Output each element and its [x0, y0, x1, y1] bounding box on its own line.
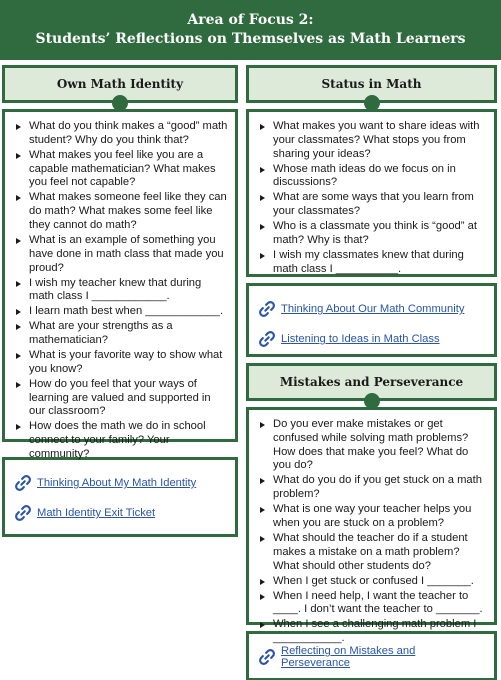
own-math-identity-column	[2, 65, 238, 537]
resource-link[interactable]	[257, 294, 486, 324]
own-math-identity-header	[2, 65, 238, 103]
connector-dot	[364, 95, 380, 111]
chain-link-icon	[13, 503, 33, 523]
question-item: What makes you feel like you are a capable mathematician? What makes you feel not capable?	[13, 149, 229, 190]
own-math-identity-links	[2, 457, 238, 537]
banner-title-line2: Students’ Reflections on Themselves as Math Learners	[35, 31, 466, 47]
own-math-identity-title: Own Math Identity	[56, 77, 184, 91]
mistakes-and-perseverance-title: Mistakes and Perseverance	[279, 375, 464, 389]
question-item: What is an example of something you have done in math class that made you proud?	[13, 234, 229, 275]
question-item: Whose math ideas do we focus on in discussions?	[257, 163, 488, 191]
question-item: What are your strengths as a mathematician?	[13, 320, 229, 348]
question-item: I wish my classmates knew that during math class I __________.	[257, 249, 488, 277]
question-item: Do you ever make mistakes or get confused while solving math problems? How does that make you feel? What do you do?	[257, 418, 488, 473]
question-list	[257, 418, 488, 646]
resource-link[interactable]	[13, 498, 227, 528]
mistakes-and-perseverance-questions	[246, 407, 497, 645]
resource-link[interactable]	[257, 324, 486, 354]
own-math-identity-questions	[2, 109, 238, 461]
chain-link-icon	[13, 473, 33, 493]
status-in-math-questions	[246, 109, 497, 277]
question-item: When I get stuck or confused I _______.	[257, 575, 488, 589]
question-item: When I see a challenging math problem I ___________.	[257, 618, 488, 646]
question-list	[13, 120, 229, 462]
question-list	[257, 120, 488, 277]
question-item: Who is a classmate you think is “good” at math? Why is that?	[257, 220, 488, 248]
question-item: I wish my teacher knew that during math class I ____________.	[13, 277, 229, 305]
banner-title-line1: Area of Focus 2:	[187, 12, 314, 28]
connector-dot	[112, 95, 128, 111]
link-math-identity-exit-ticket[interactable]: Math Identity Exit Ticket	[37, 507, 156, 519]
link-thinking-about-my-math-identity[interactable]: Thinking About My Math Identity	[37, 477, 197, 489]
mistakes-and-perseverance-header	[246, 363, 497, 401]
resource-link[interactable]	[257, 642, 486, 672]
connector-dot	[364, 393, 380, 409]
status-in-math-title: Status in Math	[321, 77, 422, 91]
status-in-math-header	[246, 65, 497, 103]
right-column	[246, 65, 497, 680]
question-item: What do you do if you get stuck on a math problem?	[257, 474, 488, 502]
question-item: When I need help, I want the teacher to ____. I don’t want the teacher to _______.	[257, 590, 488, 618]
question-item: What is one way your teacher helps you when you are stuck on a problem?	[257, 503, 488, 531]
question-item: What is your favorite way to show what you know?	[13, 349, 229, 377]
chain-link-icon	[257, 647, 277, 667]
question-item: What makes you want to share ideas with your classmates? What stops you from sharing your ideas?	[257, 120, 488, 161]
link-thinking-about-our-math-community[interactable]: Thinking About Our Math Community	[281, 303, 465, 315]
area-of-focus-banner	[0, 0, 501, 60]
link-listening-to-ideas-in-math-class[interactable]: Listening to Ideas in Math Class	[281, 333, 440, 345]
question-item: What should the teacher do if a student makes a mistake on a math problem? What should other students do?	[257, 532, 488, 573]
chain-link-icon	[257, 299, 277, 319]
resource-link[interactable]	[13, 468, 227, 498]
question-item: How do you feel that your ways of learning are valued and supported in our classroom?	[13, 378, 229, 419]
chain-link-icon	[257, 329, 277, 349]
link-reflecting-on-mistakes-and-perseverance[interactable]: Reflecting on Mistakes and Perseverance	[281, 645, 416, 669]
question-item: I learn math best when ____________.	[13, 305, 229, 319]
status-in-math-links	[246, 283, 497, 357]
question-item: What do you think makes a “good” math student? Why do you think that?	[13, 120, 229, 148]
question-item: How does the math we do in school connect to your family? Your community?	[13, 420, 229, 461]
question-item: What makes someone feel like they can do math? What makes some feel like they cannot do math?	[13, 191, 229, 232]
question-item: What are some ways that you learn from your classmates?	[257, 191, 488, 219]
